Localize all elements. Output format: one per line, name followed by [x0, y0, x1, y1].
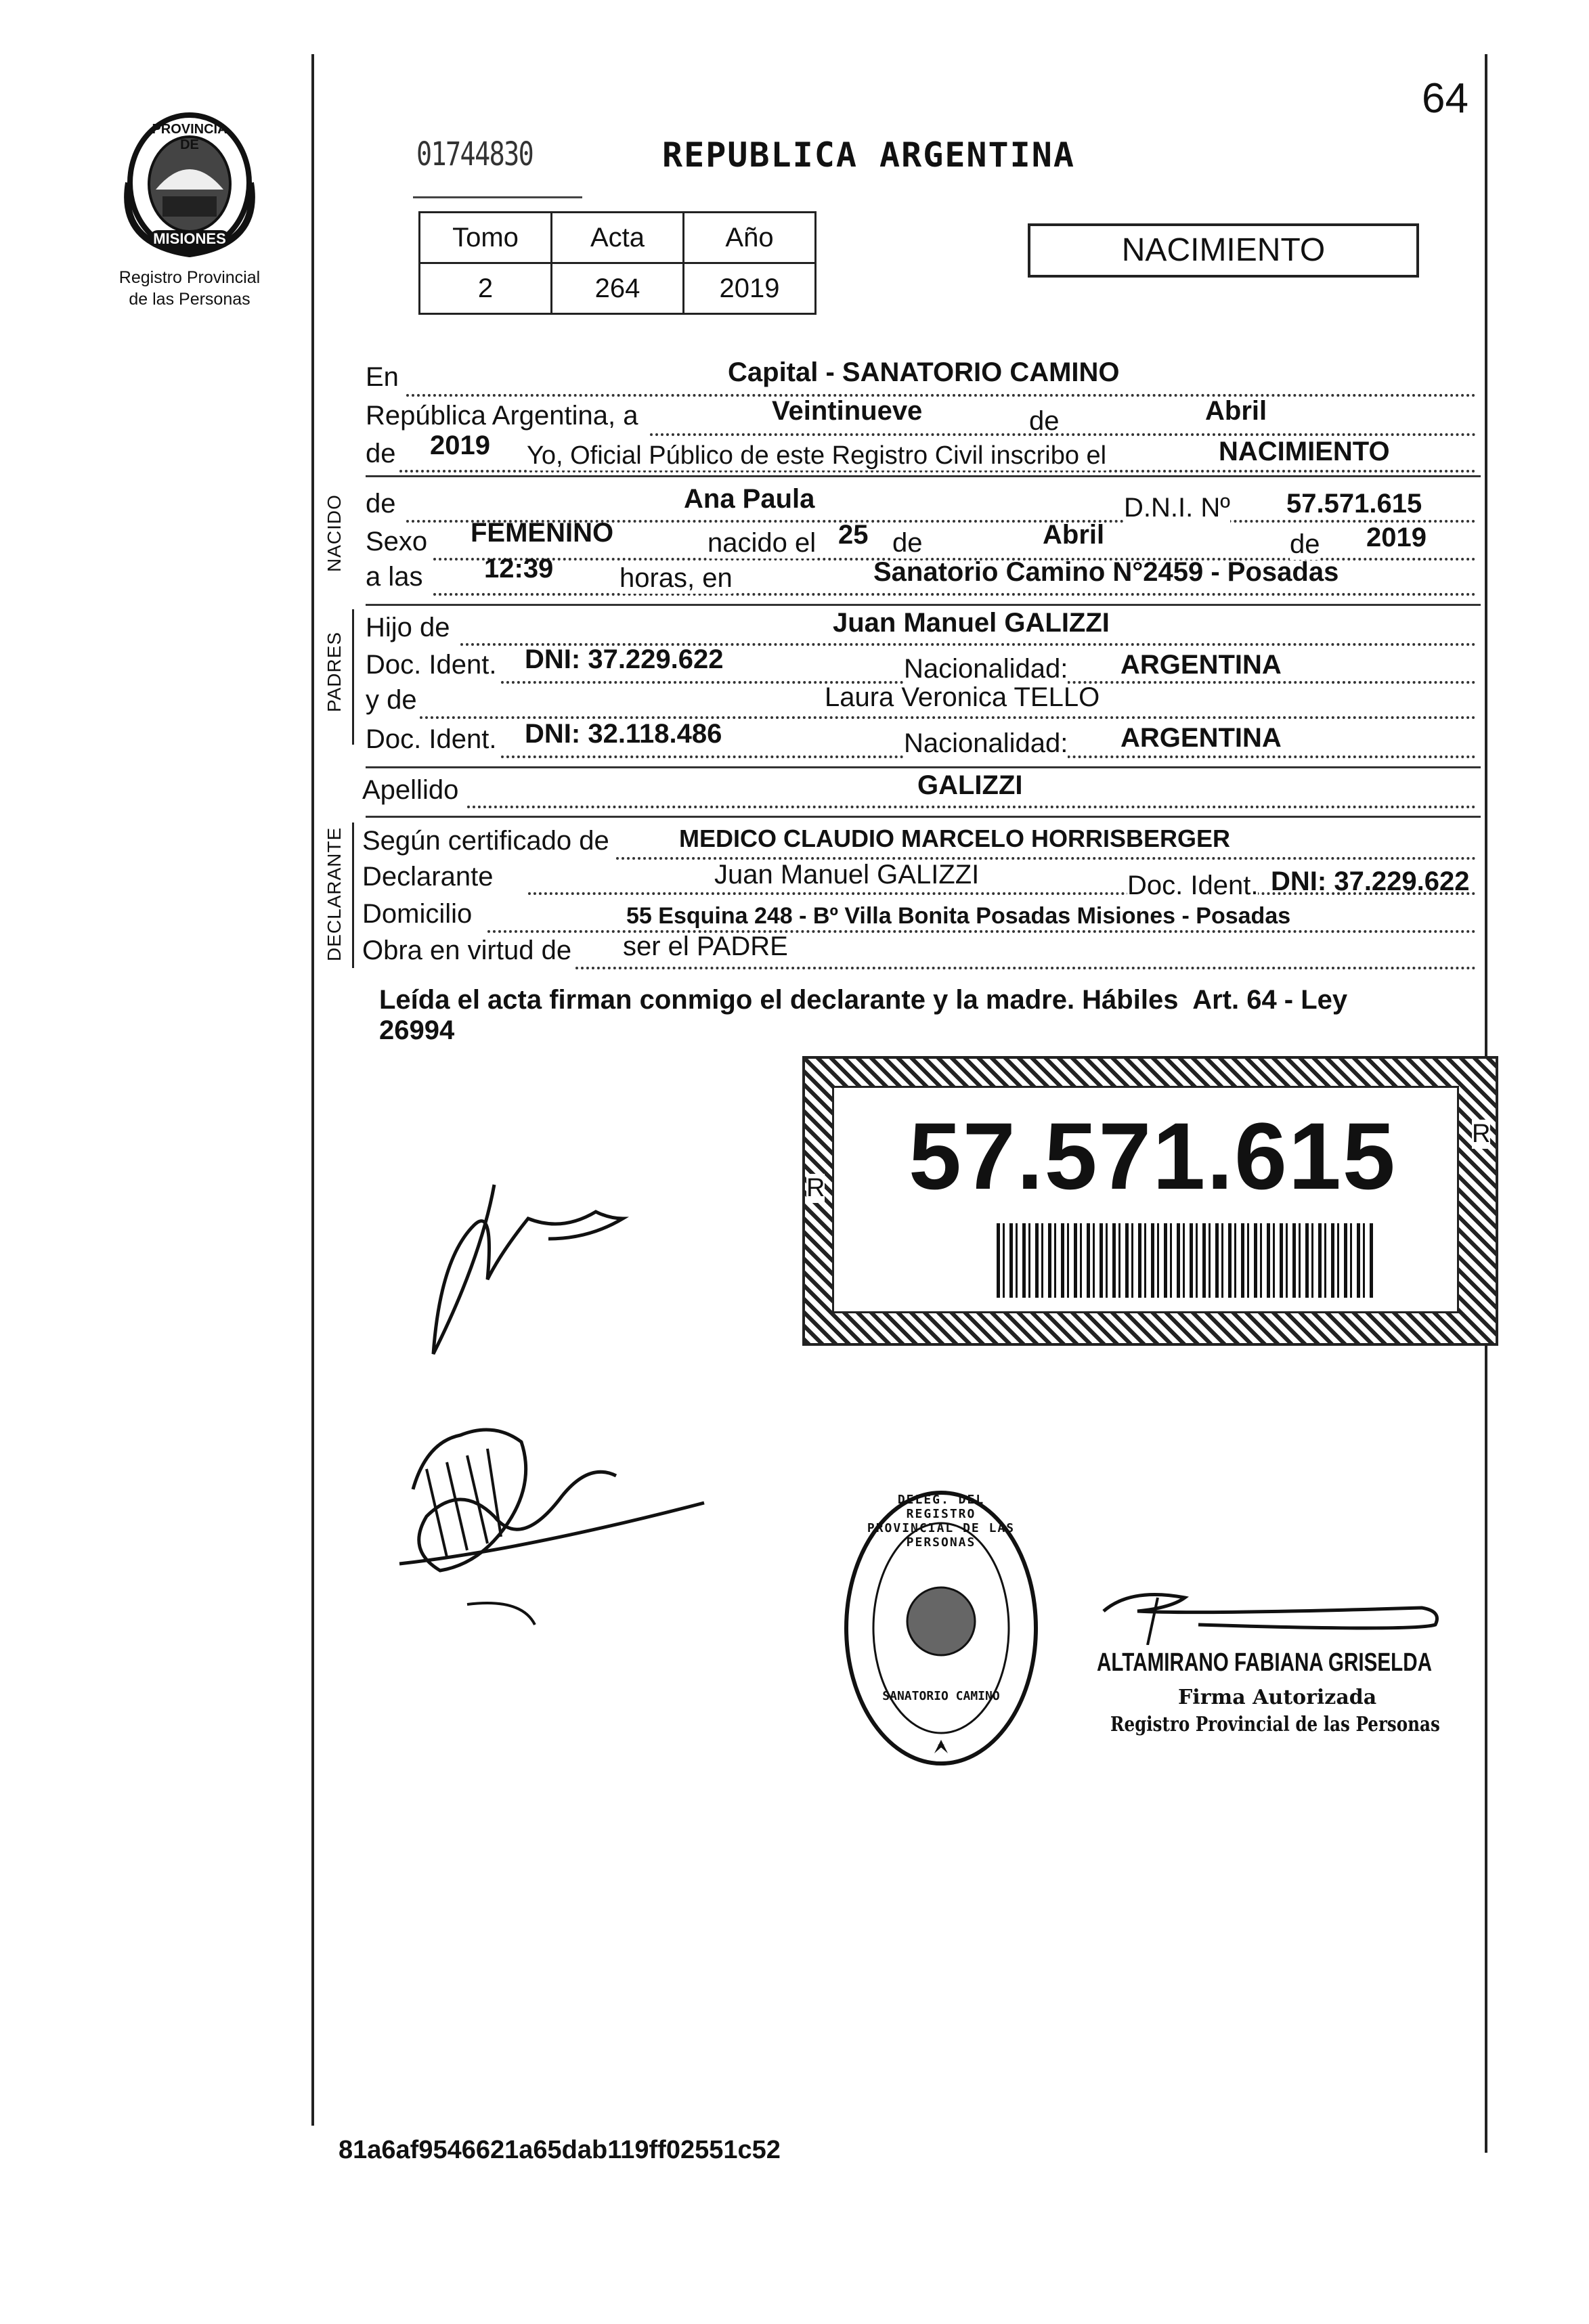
nacido-section-label: NACIDO — [324, 494, 345, 572]
obra-value: ser el PADRE — [623, 931, 788, 961]
country-title: REPUBLICA ARGENTINA — [662, 135, 1075, 175]
birth-month: Abril — [1043, 520, 1105, 550]
tomo-acta-table — [418, 211, 817, 315]
nacido-el-label: nacido el — [708, 528, 817, 558]
declarante-section-label: DECLARANTE — [324, 827, 345, 961]
tomo-value: 2 — [420, 263, 552, 314]
closing-text-line-2: 26994 — [379, 1015, 455, 1045]
document-type: NACIMIENTO — [1121, 232, 1326, 268]
domicilio-label: Domicilio — [362, 899, 473, 929]
child-name: Ana Paula — [684, 484, 815, 514]
birth-day: 25 — [838, 520, 869, 550]
logo-ring-top: PROVINCIA DE — [152, 122, 227, 152]
sexo-label: Sexo — [366, 527, 428, 556]
birth-place: Sanatorio Camino N°2459 - Posadas — [873, 557, 1339, 587]
logo-caption-line-2: de las Personas — [129, 290, 251, 309]
hour-value: 12:39 — [484, 554, 554, 584]
mother-nat-label: Nacionalidad: — [904, 728, 1068, 758]
father-nat-label: Nacionalidad: — [904, 654, 1068, 684]
mother-nationality: ARGENTINA — [1120, 723, 1282, 753]
dni-sticker — [802, 1056, 1498, 1346]
signature-madre — [386, 1401, 724, 1631]
hour-label: a las — [366, 562, 423, 592]
birth-year: 2019 — [1366, 523, 1427, 552]
acta-value: 264 — [552, 263, 684, 314]
obra-label: Obra en virtud de — [362, 936, 572, 965]
father-doc: DNI: 37.229.622 — [525, 644, 724, 674]
dni-sticker-border-letter-left: R — [806, 1174, 825, 1202]
event-value: NACIMIENTO — [1219, 437, 1390, 466]
dni-sticker-barcode — [997, 1223, 1376, 1298]
hijo-label: Hijo de — [366, 613, 450, 642]
cert-label: Según certificado de — [362, 826, 609, 856]
closing-text-line-1: Leída el acta firman conmigo el declarante y la madre. Hábiles Art. 64 - Ley — [379, 985, 1348, 1015]
official-title: Firma Autorizada — [1178, 1686, 1377, 1709]
birth-de-label: de — [892, 528, 923, 558]
serial-number: 01744830 — [416, 135, 534, 173]
month-value: Abril — [1205, 396, 1267, 426]
horas-label: horas, en — [619, 563, 733, 593]
dni-sticker-number: 57.571.615 — [909, 1103, 1397, 1209]
document-hash: 81a6af9546621a65dab119ff02551c52 — [339, 2136, 781, 2164]
stamp-ring-text: DELEG. DEL REGISTRO PROVINCIAL DE LAS PERSONAS — [867, 1493, 1016, 1550]
apellido-label: Apellido — [362, 775, 459, 805]
official-name: ALTAMIRANO FABIANA GRISELDA — [1097, 1648, 1433, 1677]
father-name: Juan Manuel GALIZZI — [833, 608, 1110, 638]
acta-header: Acta — [552, 213, 684, 263]
child-dni: 57.571.615 — [1286, 489, 1422, 519]
official-stamp — [840, 1486, 1043, 1770]
y-de-label: y de — [366, 685, 417, 715]
left-margin-line — [311, 54, 314, 2126]
year-prefix: de — [366, 439, 396, 468]
declarante-value: Juan Manuel GALIZZI — [714, 860, 980, 890]
serial-underline — [413, 196, 582, 198]
signature-official — [1097, 1584, 1449, 1645]
birth-de-label-2: de — [1290, 529, 1320, 559]
stamp-inner-text: SANATORIO CAMINO — [882, 1689, 1000, 1703]
father-nationality: ARGENTINA — [1120, 650, 1282, 680]
republica-label: República Argentina, a — [366, 401, 638, 431]
nacido-de-label: de — [366, 489, 396, 519]
day-value: Veintinueve — [772, 396, 923, 426]
mother-doc: DNI: 32.118.486 — [525, 719, 722, 749]
document-type-box — [1028, 223, 1419, 278]
official-office: Registro Provincial de las Personas — [1110, 1713, 1440, 1736]
provincial-crest-logo — [115, 108, 264, 264]
declarante-doc: DNI: 37.229.622 — [1271, 867, 1470, 896]
apellido-value: GALIZZI — [917, 770, 1023, 800]
official-text: Yo, Oficial Público de este Registro Civil inscribo el — [527, 441, 1107, 470]
logo-ring-bottom: MISIONES — [149, 230, 230, 248]
domicilio-value: 55 Esquina 248 - Bº Villa Bonita Posadas Misiones - Posadas — [626, 903, 1291, 929]
signature-declarante — [393, 1178, 691, 1401]
dni-sticker-border-letter-right: R — [1472, 1120, 1491, 1148]
year-value: 2019 — [430, 431, 490, 460]
declarante-doc-label: Doc. Ident. — [1127, 871, 1259, 900]
anio-header: Año — [684, 213, 816, 263]
dni-label: D.N.I. Nº — [1124, 493, 1230, 523]
en-label: En — [366, 362, 399, 392]
declarante-label: Declarante — [362, 862, 494, 892]
sexo-value: FEMENINO — [471, 518, 614, 548]
father-doc-label: Doc. Ident. — [366, 650, 497, 680]
mother-name: Laura Veronica TELLO — [825, 682, 1100, 712]
mother-doc-label: Doc. Ident. — [366, 724, 497, 754]
anio-value: 2019 — [684, 263, 816, 314]
en-value: Capital - SANATORIO CAMINO — [728, 357, 1120, 387]
padres-section-label: PADRES — [324, 631, 345, 712]
cert-value: MEDICO CLAUDIO MARCELO HORRISBERGER — [679, 825, 1231, 852]
logo-caption-line-1: Registro Provincial — [118, 268, 261, 287]
page-number: 64 — [1422, 75, 1468, 122]
de-label-1: de — [1029, 406, 1060, 436]
tomo-header: Tomo — [420, 213, 552, 263]
